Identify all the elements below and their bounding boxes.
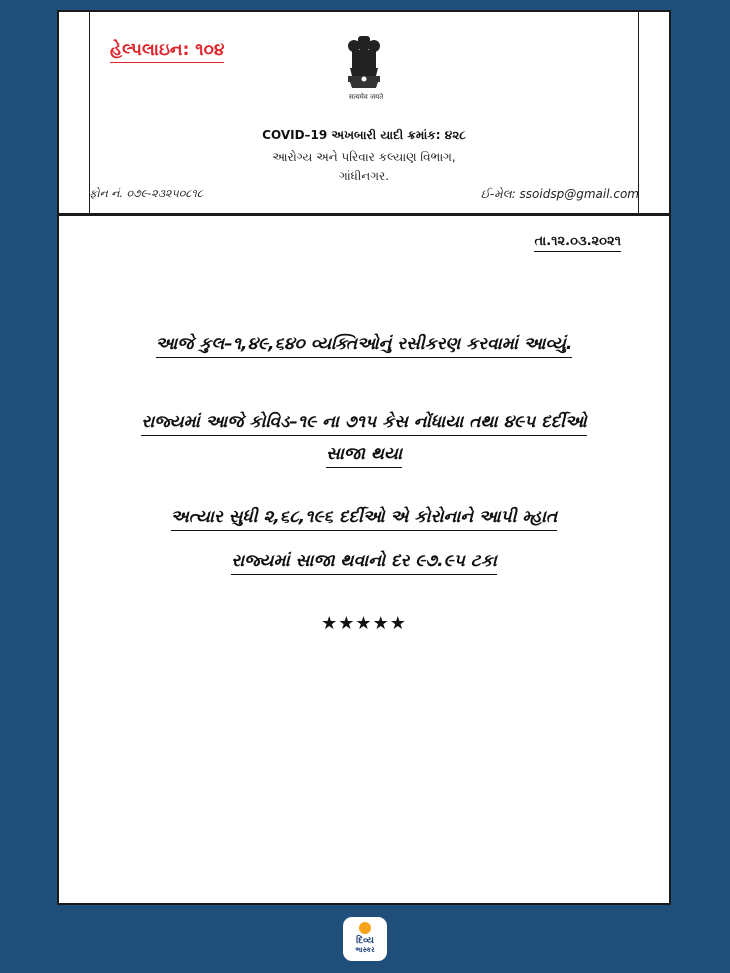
- helpline-text: હેલ્પલાઇન: ૧૦૪: [110, 40, 224, 63]
- sun-icon: [359, 922, 371, 934]
- headline-vaccination: [59, 334, 669, 354]
- logo-line-2: ભાસ્કર: [355, 946, 375, 954]
- headline-recovery-rate: [59, 551, 669, 571]
- header-divider: [59, 213, 669, 216]
- end-stars: ★★★★★: [321, 613, 407, 634]
- city-name: ગાંધીનગર.: [338, 169, 390, 183]
- headline-cases-line-2: સાજા થયા: [326, 444, 402, 468]
- release-title: COVID–19 અખબારી યાદી ક્રમાંક: ૪૨૮: [262, 128, 466, 142]
- release-date: તા.૧૨.૦૩.૨૦૨૧: [534, 234, 621, 252]
- department-name: આરોગ્ય અને પરિવાર કલ્યાણ વિભાગ,: [272, 150, 456, 164]
- headline-recovery: [59, 507, 669, 527]
- headline-cases: [59, 412, 669, 432]
- logo-line-1: દિવ્ય: [356, 936, 374, 946]
- headline-cases-line-1: રાજ્યમાં આજે કોવિડ–૧૯ ના ૭૧૫ કેસ નોંધાયા તથા ૪૯૫ દર્દીઓ: [141, 412, 586, 436]
- press-release-document: [57, 10, 671, 905]
- headline-recovery-line-2: રાજ્યમાં સાજા થવાનો દર ૯૭.૯૫ ટકા: [231, 551, 497, 575]
- emblem-motto: सत्यमेव जयते: [348, 93, 384, 101]
- headline-cases-cont: [59, 444, 669, 464]
- headline-vaccination-text: આજે કુલ–૧,૪૯,૬૪૦ વ્યક્તિઓનું રસીકરણ કરવામાં આવ્યું.: [156, 334, 573, 358]
- email-address: ઈ-મેલ: ssoidsp@gmail.com: [480, 187, 639, 201]
- phone-number: ફોન નં. ૦૭૯-૨૩૨૫૦૮૧૮: [89, 187, 203, 200]
- headline-recovery-line-1: અત્યાર સુધી ૨,૬૮,૧૯૬ દર્દીઓ એ કોરોનાને આપી મ્હાત: [171, 507, 557, 531]
- divya-bhaskar-logo: [343, 917, 387, 961]
